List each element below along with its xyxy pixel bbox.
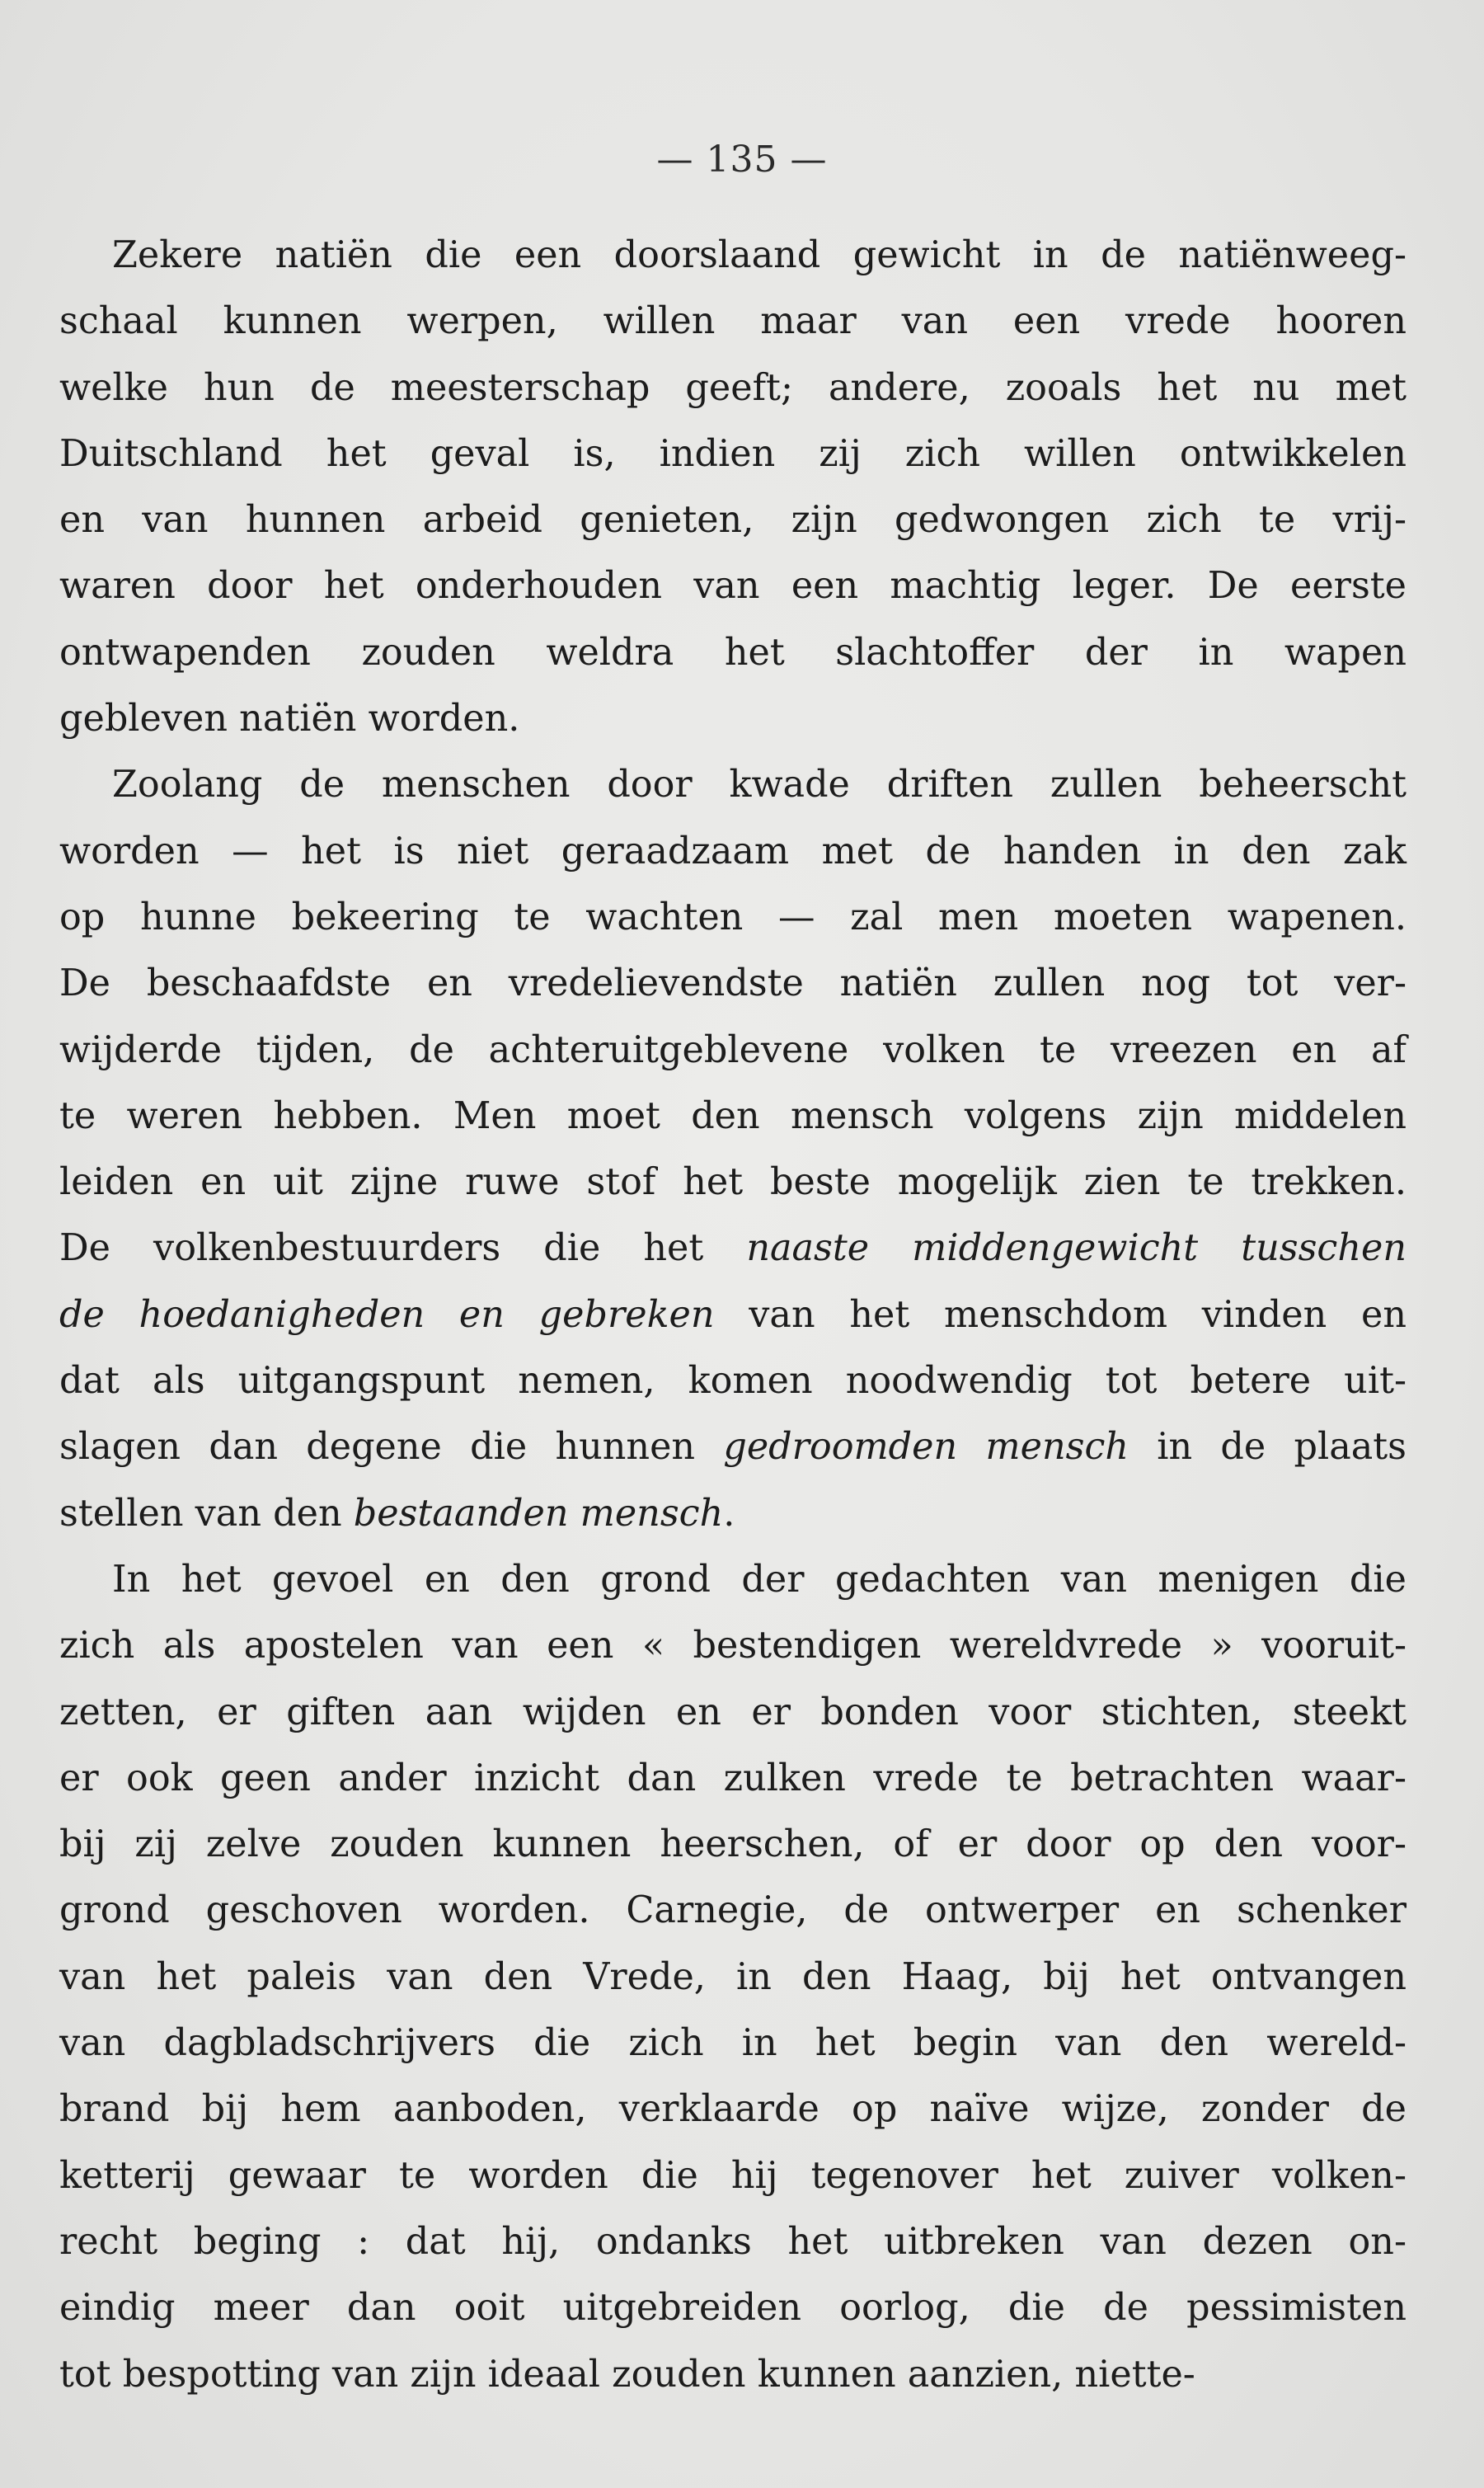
text-line [59, 1812, 1407, 1878]
text-line [59, 1547, 1407, 1613]
text-segment: worden — het is niet geraadzaam met de handen in den zak [59, 830, 1407, 872]
text-segment: schaal kunnen werpen, willen maar van een vrede hooren [59, 300, 1407, 343]
text-segment: te weren hebben. Men moet den mensch volgens zijn middelen [59, 1094, 1407, 1137]
text-segment: Duitschland het geval is, indien zij zich willen ontwikkelen [59, 432, 1407, 475]
paragraph [59, 223, 1407, 752]
text-line [59, 553, 1407, 619]
text-segment: van het paleis van den Vrede, in den Haag, bij het ontvangen [59, 1955, 1407, 1998]
text-segment: recht beging : dat hij, ondanks het uitbreken van dezen on- [59, 2220, 1407, 2263]
text-line [59, 223, 1407, 289]
text-segment: grond geschoven worden. Carnegie, de ontwerper en schenker [59, 1889, 1407, 1932]
italic-text: bestaanden mensch [353, 1492, 724, 1535]
text-segment: waren door het onderhouden van een machtig leger. De eerste [59, 565, 1407, 608]
text-line [59, 2143, 1407, 2209]
text-segment: welke hun de meesterschap geeft; andere, zooals het nu met [59, 366, 1407, 409]
text-segment: gebleven natiën worden. [59, 698, 520, 741]
text-segment: slagen dan degene die hunnen [59, 1426, 724, 1469]
text-segment: ketterij gewaar te worden die hij tegenover het zuiver volken- [59, 2154, 1407, 2197]
text-line [59, 1746, 1407, 1812]
text-line [59, 1414, 1407, 1480]
text-line [59, 289, 1407, 355]
text-line [59, 1084, 1407, 1150]
text-segment: tot bespotting van zijn ideaal zouden kunnen aanzien, niette- [59, 2353, 1195, 2396]
text-segment: en van hunnen arbeid genieten, zijn gedwongen zich te vrij- [59, 499, 1407, 542]
text-line [59, 355, 1407, 421]
text-segment: op hunne bekeering te wachten — zal men moeten wapenen. [59, 896, 1407, 938]
text-line [59, 1481, 1407, 1547]
paragraph [59, 752, 1407, 1547]
text-segment: eindig meer dan ooit uitgebreiden oorlog, die de pessimisten [59, 2287, 1407, 2330]
text-line [59, 752, 1407, 818]
text-segment: in de plaats [1129, 1426, 1407, 1469]
text-line [59, 2209, 1407, 2275]
text-line [59, 1150, 1407, 1216]
text-segment: In het gevoel en den grond der gedachten van menigen die [112, 1558, 1407, 1601]
text-line [59, 2342, 1407, 2408]
text-line [59, 2011, 1407, 2076]
text-line [59, 2275, 1407, 2341]
text-line [59, 2076, 1407, 2142]
text-line [59, 1348, 1407, 1414]
italic-text: naaste middengewicht tusschen [746, 1227, 1407, 1270]
text-line [59, 1945, 1407, 2011]
text-line [59, 686, 1407, 752]
text-segment: zich als apostelen van een « bestendigen wereldvrede » vooruit- [59, 1625, 1407, 1667]
text-line [59, 1216, 1407, 1282]
text-line [59, 487, 1407, 553]
body-text [59, 223, 1407, 2408]
text-segment: wijderde tijden, de achteruitgeblevene volken te vreezen en af [59, 1028, 1407, 1071]
text-segment: brand bij hem aanboden, verklaarde op naïve wijze, zonder de [59, 2088, 1407, 2131]
paragraph [59, 1547, 1407, 2408]
text-segment: leiden en uit zijne ruwe stof het beste mogelijk zien te trekken. [59, 1161, 1407, 1204]
text-segment: Zekere natiën die een doorslaand gewicht in de natiënweeg- [112, 234, 1407, 276]
text-line [59, 951, 1407, 1017]
text-segment: ontwapenden zouden weldra het slachtoffer der in wapen [59, 631, 1407, 674]
text-line [59, 1680, 1407, 1746]
page-number: — 135 — [656, 139, 828, 181]
text-line [59, 1282, 1407, 1348]
text-line [59, 1018, 1407, 1084]
text-segment: dat als uitgangspunt nemen, komen noodwendig tot betere uit- [59, 1360, 1407, 1403]
text-segment: van dagbladschrijvers die zich in het begin van den wereld- [59, 2022, 1407, 2065]
text-line [59, 620, 1407, 686]
text-line [59, 1613, 1407, 1679]
italic-text: gedroomden mensch [723, 1426, 1129, 1469]
text-line [59, 819, 1407, 885]
text-segment: De volkenbestuurders die het [59, 1227, 747, 1270]
text-segment: zetten, er giften aan wijden en er bonden voor stichten, steekt [59, 1691, 1407, 1733]
text-segment: stellen van den [59, 1492, 354, 1535]
text-line [59, 421, 1407, 487]
text-line [59, 885, 1407, 951]
text-segment: De beschaafdste en vredelievendste natiën zullen nog tot ver- [59, 962, 1407, 1005]
text-segment: er ook geen ander inzicht dan zulken vrede te betrachten waar- [59, 1757, 1407, 1799]
italic-text: de hoedanigheden en gebreken [59, 1293, 715, 1336]
text-segment: Zoolang de menschen door kwade driften zullen beheerscht [112, 764, 1407, 807]
text-segment: . [723, 1492, 735, 1535]
text-segment: bij zij zelve zouden kunnen heerschen, of er door op den voor- [59, 1823, 1407, 1866]
text-line [59, 1878, 1407, 1944]
text-segment: van het menschdom vinden en [714, 1293, 1407, 1336]
